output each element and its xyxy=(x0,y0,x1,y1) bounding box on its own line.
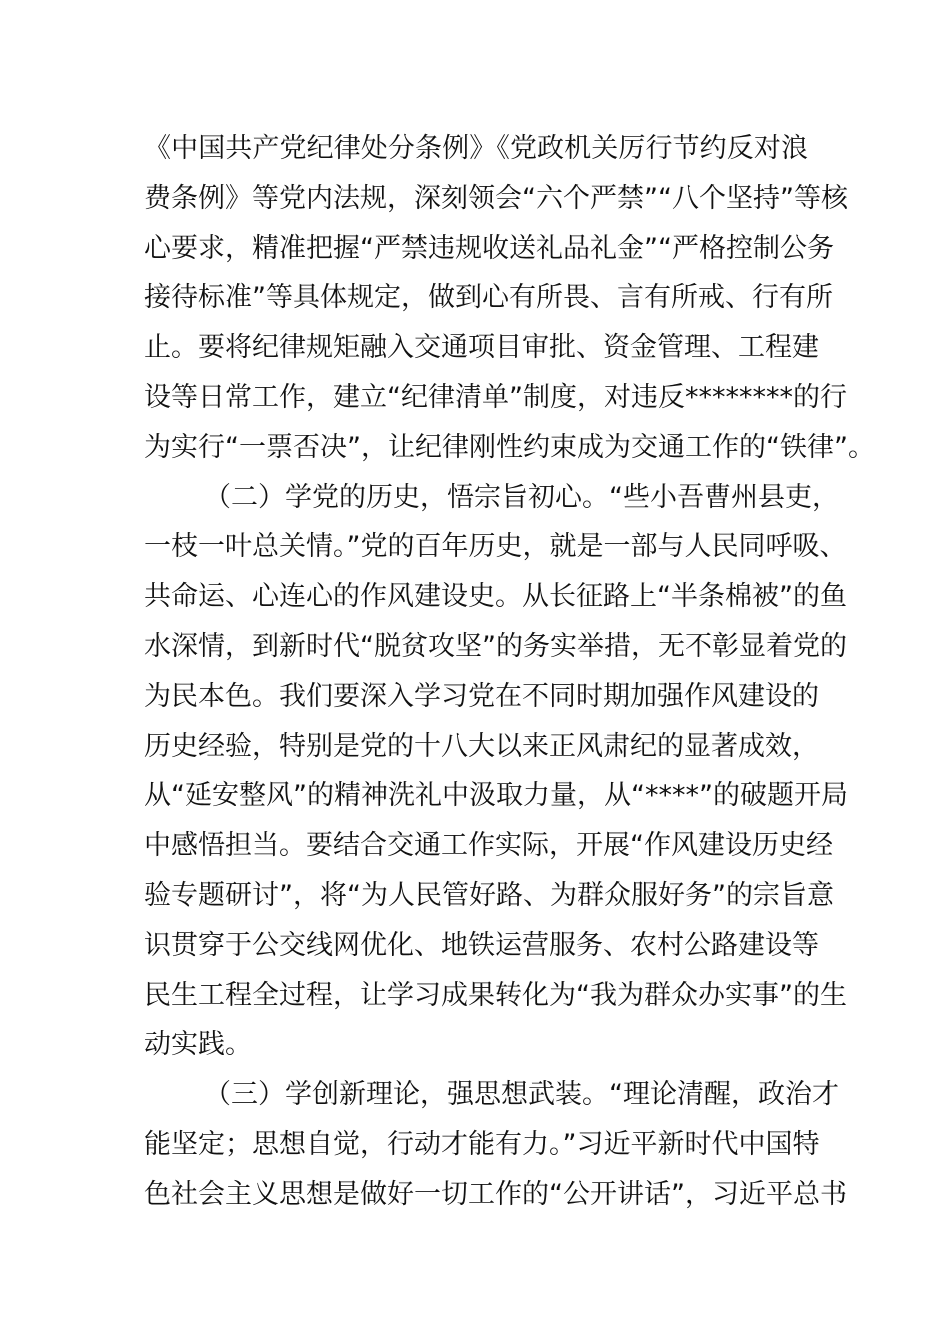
text-line: 为实行“一票否决”，让纪律刚性约束成为交通工作的“铁律”。 xyxy=(144,431,875,463)
text-line: 水深情，到新时代“脱贫攻坚”的务实举措，无不彰显着党的 xyxy=(144,630,847,662)
text-line: 动实践。 xyxy=(144,1029,252,1061)
text-line: 设等日常工作，建立“纪律清单”制度，对违反********的行 xyxy=(144,381,847,413)
text-line: 止。要将纪律规矩融入交通项目审批、资金管理、工程建 xyxy=(144,332,819,364)
text-line: 共命运、心连心的作风建设史。从长征路上“半条棉被”的鱼 xyxy=(144,581,847,613)
text-line: 历史经验，特别是党的十八大以来正风肃纪的显著成效， xyxy=(144,730,819,762)
text-line: 验专题研讨”，将“为人民管好路、为群众服好务”的宗旨意 xyxy=(144,879,834,911)
text-line: 为民本色。我们要深入学习党在不同时期加强作风建设的 xyxy=(144,680,819,712)
text-line: 心要求，精准把握“严禁违规收送礼品礼金”“严格控制公务 xyxy=(144,232,834,264)
text-line: 民生工程全过程，让学习成果转化为“我为群众办实事”的生 xyxy=(144,979,847,1011)
text-line: 《中国共产党纪律处分条例》《党政机关厉行节约反对浪 xyxy=(144,133,808,164)
text-line: 识贯穿于公交线网优化、地铁运营服务、农村公路建设等 xyxy=(144,929,819,961)
section-heading-line: （二）学党的历史，悟宗旨初心。“些小吾曹州县吏， xyxy=(204,481,839,513)
text-line: 能坚定；思想自觉，行动才能有力。”习近平新时代中国特 xyxy=(144,1128,820,1160)
text-line: 中感悟担当。要结合交通工作实际，开展“作风建设历史经 xyxy=(144,830,833,862)
text-line: 接待标准”等具体规定，做到心有所畏、言有所戒、行有所 xyxy=(144,282,833,314)
text-line: 费条例》等党内法规，深刻领会“六个严禁”“八个坚持”等核 xyxy=(144,182,848,214)
text-line: 色社会主义思想是做好一切工作的“公开讲话”，习近平总书 xyxy=(144,1178,847,1210)
section-heading-line: （三）学创新理论，强思想武装。“理论清醒，政治才 xyxy=(204,1079,839,1111)
text-line: 从“延安整风”的精神洗礼中汲取力量，从“****”的破题开局 xyxy=(144,780,848,812)
body-text xyxy=(144,124,875,1220)
text-line: 一枝一叶总关情。”党的百年历史，就是一部与人民同呼吸、 xyxy=(144,531,847,563)
